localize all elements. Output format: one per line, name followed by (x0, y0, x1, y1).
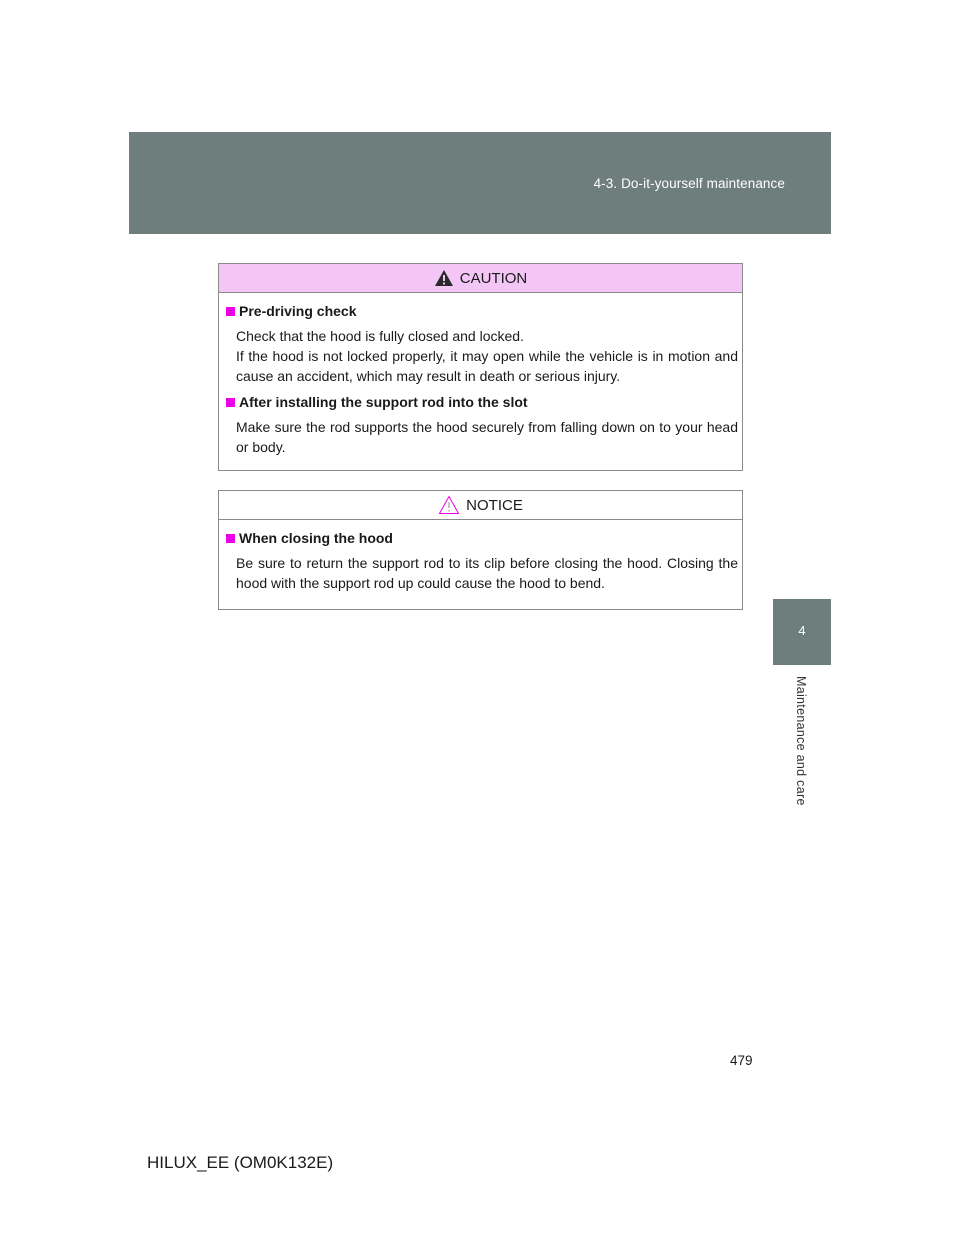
chapter-label: Maintenance and care (794, 676, 808, 806)
caution-item-heading: After installing the support rod into the slot (226, 394, 738, 410)
square-bullet-icon (226, 534, 235, 543)
caution-body (219, 293, 742, 457)
warning-triangle-icon (434, 269, 454, 287)
notice-body (219, 520, 742, 593)
caution-header (219, 264, 742, 293)
notice-title: NOTICE (466, 496, 523, 514)
caution-item (226, 303, 738, 386)
notice-item-heading: When closing the hood (226, 530, 738, 546)
notice-item-text: Be sure to return the support rod to its clip before closing the hood. Closing the hood with the support rod up could cause the hood to bend. (236, 555, 738, 591)
section-title: 4-3. Do-it-yourself maintenance (593, 176, 785, 191)
chapter-header-band (129, 132, 831, 234)
caution-box (218, 263, 743, 471)
square-bullet-icon (226, 398, 235, 407)
square-bullet-icon (226, 307, 235, 316)
caution-title: CAUTION (459, 269, 528, 287)
caution-item-text: Make sure the rod supports the hood securely from falling down on to your head or body. (236, 419, 738, 455)
document-id: HILUX_EE (OM0K132E) (147, 1153, 334, 1172)
warning-triangle-outline-icon (438, 495, 460, 515)
caution-item-text: Check that the hood is fully closed and locked. If the hood is not locked properly, it may open while the vehicle is in motion and cause an accident, which may result in death or serious injury. (236, 328, 738, 384)
caution-item (226, 394, 738, 457)
page-number: 479 (730, 1053, 753, 1068)
chapter-tab (773, 599, 831, 665)
caution-item-heading: Pre-driving check (226, 303, 738, 319)
notice-header (219, 491, 742, 520)
notice-item (226, 530, 738, 593)
chapter-number: 4 (798, 623, 806, 638)
notice-box (218, 490, 743, 610)
